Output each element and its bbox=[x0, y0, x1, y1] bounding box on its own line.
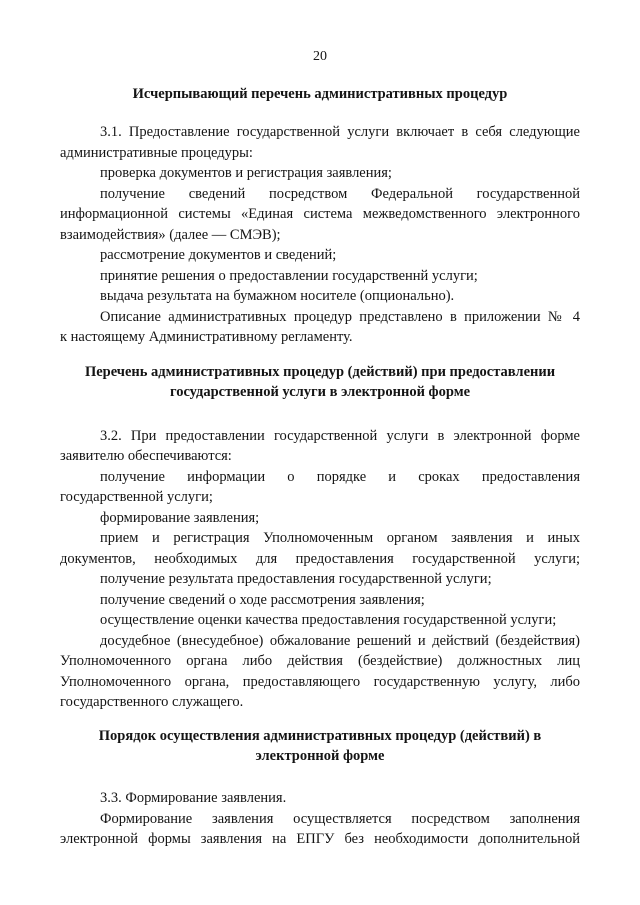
paragraph-line: административные процедуры: bbox=[60, 145, 253, 161]
paragraph-line: заявителю обеспечиваются: bbox=[60, 448, 232, 464]
list-item: проверка документов и регистрация заявления; bbox=[100, 165, 392, 181]
list-item: получение сведений о ходе рассмотрения заявления; bbox=[100, 592, 425, 608]
list-item: принятие решения о предоставлении государственнй услуги; bbox=[100, 268, 478, 284]
list-item: формирование заявления; bbox=[100, 510, 260, 526]
section-heading-electronic: Перечень административных процедур (действий) при предоставлении bbox=[84, 364, 556, 380]
section-heading-order-cont: электронной форме bbox=[255, 748, 385, 764]
list-item: выдача результата на бумажном носителе (опционально). bbox=[100, 288, 455, 304]
list-item: осуществление оценки качества предоставления государственной услуги; bbox=[100, 612, 557, 628]
paragraph-line: Описание административных процедур представлено в приложении № 4 bbox=[100, 309, 580, 325]
list-item-continuation: взаимодействия» (далее — СМЭВ); bbox=[60, 227, 281, 243]
section-heading-electronic-cont: государственной услуги в электронной форме bbox=[169, 384, 471, 400]
list-item-continuation: информационной системы «Единая система межведомственного электронного bbox=[60, 206, 580, 222]
list-item: рассмотрение документов и сведений; bbox=[100, 247, 337, 263]
section-heading-order: Порядок осуществления административных процедур (действий) в bbox=[98, 728, 542, 744]
page-number: 20 bbox=[313, 49, 327, 64]
list-item-continuation: государственной услуги; bbox=[60, 489, 213, 505]
list-item-continuation: Уполномоченного органа либо действия (бездействие) должностных лиц bbox=[60, 653, 580, 669]
list-item: прием и регистрация Уполномоченным органом заявления и иных bbox=[100, 530, 580, 546]
paragraph-line: к настоящему Административному регламенту. bbox=[60, 329, 353, 345]
list-item-continuation: государственного служащего. bbox=[60, 694, 244, 710]
paragraph-line: 3.2. При предоставлении государственной услуги в электронной форме bbox=[100, 428, 580, 444]
subsection-title: 3.3. Формирование заявления. bbox=[100, 790, 287, 806]
list-item-continuation: документов, необходимых для предоставления государственной услуги; bbox=[60, 551, 580, 567]
section-heading-procedures: Исчерпывающий перечень административных процедур bbox=[132, 86, 508, 102]
list-item: получение сведений посредством Федеральной государственной bbox=[100, 186, 580, 202]
paragraph-line: 3.1. Предоставление государственной услуги включает в себя следующие bbox=[100, 124, 580, 140]
paragraph-line: Формирование заявления осуществляется посредством заполнения bbox=[100, 811, 580, 827]
list-item: досудебное (внесудебное) обжалование решений и действий (бездействия) bbox=[100, 633, 580, 649]
list-item-continuation: Уполномоченного органа, предоставляющего государственную услугу, либо bbox=[60, 674, 580, 690]
paragraph-line: электронной формы заявления на ЕПГУ без необходимости дополнительной bbox=[60, 831, 580, 847]
list-item: получение информации о порядке и сроках предоставления bbox=[100, 469, 580, 485]
list-item: получение результата предоставления государственной услуги; bbox=[100, 571, 492, 587]
